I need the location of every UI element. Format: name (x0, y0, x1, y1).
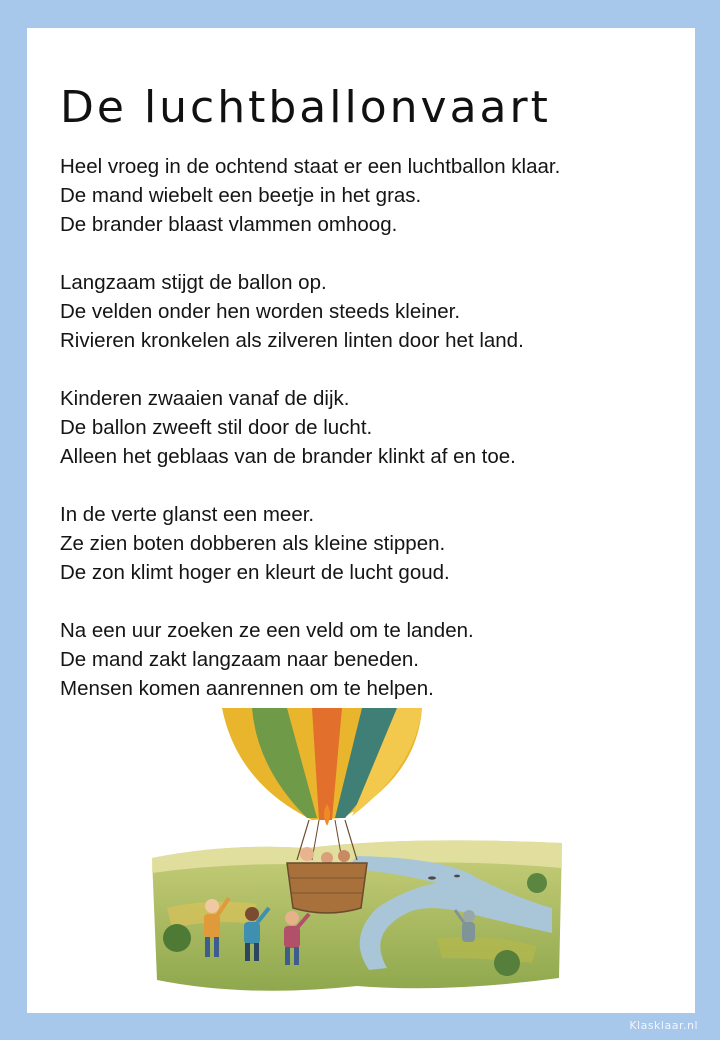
poem-line: Alleen het geblaas van de brander klinkt af en toe. (60, 445, 516, 468)
poem-line: De brander blaast vlammen omhoog. (60, 213, 398, 236)
hot-air-balloon-illustration (147, 708, 567, 1008)
poem-line: De ballon zweeft stil door de lucht. (60, 416, 373, 439)
poem (60, 152, 680, 732)
footer-brand: Klasklaar.nl (629, 1019, 698, 1032)
basket (287, 863, 367, 913)
poem-line: Mensen komen aanrennen om te helpen. (60, 677, 434, 700)
stanza-2 (60, 268, 680, 355)
poem-line: De velden onder hen worden steeds kleiner. (60, 300, 461, 323)
poem-line: Kinderen zwaaien vanaf de dijk. (60, 387, 350, 410)
stanza-4 (60, 500, 680, 587)
poem-line: In de verte glanst een meer. (60, 503, 315, 526)
poem-line: Rivieren kronkelen als zilveren linten door het land. (60, 329, 524, 352)
stanza-5 (60, 616, 680, 703)
poem-line: De mand wiebelt een beetje in het gras. (60, 184, 422, 207)
page-title: De luchtballonvaart (60, 82, 551, 133)
poem-line: De zon klimt hoger en kleurt de lucht goud. (60, 561, 450, 584)
poem-line: Langzaam stijgt de ballon op. (60, 271, 327, 294)
worksheet (27, 28, 695, 1013)
poem-line: De mand zakt langzaam naar beneden. (60, 648, 419, 671)
stanza-3 (60, 384, 680, 471)
poem-line: Heel vroeg in de ochtend staat er een luchtballon klaar. (60, 155, 561, 178)
poem-line: Ze zien boten dobberen als kleine stippen. (60, 532, 446, 555)
poem-line: Na een uur zoeken ze een veld om te landen. (60, 619, 474, 642)
stanza-1 (60, 152, 680, 239)
